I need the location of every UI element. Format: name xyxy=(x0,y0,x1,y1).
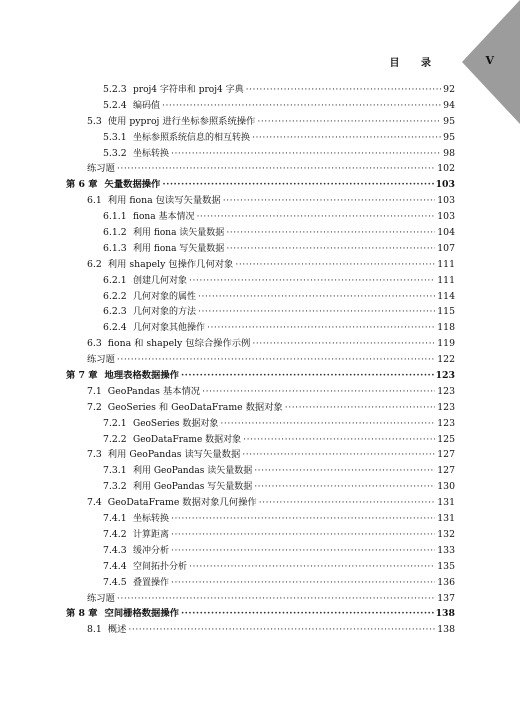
dot-leader xyxy=(196,209,435,225)
toc-entry-page: 103 xyxy=(437,211,455,223)
toc-entry-page: 133 xyxy=(437,544,455,556)
toc-entry-number: 7.2.2 xyxy=(103,433,127,445)
dot-leader xyxy=(246,82,442,98)
toc-entry[interactable] xyxy=(66,495,455,511)
toc-entry-page: 132 xyxy=(437,528,455,540)
toc-entry[interactable] xyxy=(66,511,455,527)
toc-entry[interactable] xyxy=(66,193,455,209)
toc-entry-title: 编码值 xyxy=(133,100,161,111)
dot-leader xyxy=(259,495,436,511)
toc-entry-title: 几何对象的属性 xyxy=(133,291,197,302)
dot-leader xyxy=(171,511,435,527)
toc-entry-number: 5.3.2 xyxy=(103,147,127,159)
toc-entry[interactable] xyxy=(66,161,455,177)
dot-leader xyxy=(117,591,435,607)
toc-entry-page: 111 xyxy=(437,274,455,286)
toc-entry[interactable] xyxy=(66,384,455,400)
toc-entry[interactable] xyxy=(66,304,455,320)
toc-entry-title: GeoSeries 数据对象 xyxy=(133,418,219,429)
toc-entry-title: 创建几何对象 xyxy=(133,275,188,286)
toc-entry-page: 135 xyxy=(437,560,455,572)
toc-entry-page: 95 xyxy=(443,115,455,127)
toc-entry-title: 缓冲分析 xyxy=(133,545,170,556)
toc-entry-page: 95 xyxy=(443,131,455,143)
toc-entry-title: GeoDataFrame 数据对象几何操作 xyxy=(107,497,257,509)
dot-leader xyxy=(171,146,441,162)
toc-entry[interactable] xyxy=(66,146,455,162)
toc-entry[interactable] xyxy=(66,289,455,305)
toc-entry-page: 136 xyxy=(437,576,455,588)
toc-entry-number: 5.2.4 xyxy=(103,99,127,111)
toc-entry-title: 坐标转换 xyxy=(133,148,170,159)
toc-entry-title: 叠置操作 xyxy=(133,577,170,588)
toc-entry-page: 137 xyxy=(437,592,455,604)
toc-entry[interactable] xyxy=(66,447,455,463)
toc-entry-title: 利用 GeoPandas 写矢量数据 xyxy=(133,482,253,493)
toc-entry-number: 7.4.4 xyxy=(103,560,127,572)
toc-entry[interactable] xyxy=(66,527,455,543)
toc-entry-title: 利用 fiona 写矢量数据 xyxy=(133,243,225,254)
toc-entry-number: 7.4.3 xyxy=(103,544,127,556)
toc-entry-number: 7.2 xyxy=(87,401,102,413)
toc-entry-number: 7.4.5 xyxy=(103,576,127,588)
toc-entry-number: 5.2.3 xyxy=(103,84,127,95)
toc-entry[interactable] xyxy=(66,368,455,384)
dot-leader xyxy=(181,368,434,384)
dot-leader xyxy=(226,241,435,257)
toc-entry-page: 130 xyxy=(437,481,455,493)
toc-entry[interactable] xyxy=(66,130,455,146)
toc-entry[interactable] xyxy=(66,432,455,448)
toc-entry-title: 矢量数据操作 xyxy=(104,179,161,191)
toc-entry-title: 利用 shapely 包操作几何对象 xyxy=(107,258,234,270)
dot-leader xyxy=(189,273,435,289)
toc-entry-page: 102 xyxy=(437,163,455,175)
toc-entry[interactable] xyxy=(66,416,455,432)
toc-entry-page: 94 xyxy=(443,99,455,111)
toc-entry-page: 104 xyxy=(437,227,455,239)
toc-entry-number: 第 6 章 xyxy=(66,179,98,191)
toc-entry-number: 6.2.3 xyxy=(103,306,127,318)
dot-leader xyxy=(220,416,435,432)
toc-entry-page: 138 xyxy=(437,624,455,636)
toc-entry-page: 131 xyxy=(437,497,455,509)
toc-entry-number: 5.3.1 xyxy=(103,131,127,143)
page-number: V xyxy=(485,54,494,67)
toc-entry-title: GeoDataFrame 数据对象 xyxy=(133,434,242,445)
toc-entry-page: 123 xyxy=(437,401,455,413)
dot-leader xyxy=(252,130,441,146)
toc-entry-number: 7.3.2 xyxy=(103,481,127,493)
toc-entry-page: 123 xyxy=(435,370,455,382)
dot-leader xyxy=(181,606,434,622)
dot-leader xyxy=(202,384,435,400)
toc-entry-number: 6.2 xyxy=(87,258,102,270)
toc-entry-title: GeoPandas 基本情况 xyxy=(107,385,201,397)
toc-entry-number: 第 8 章 xyxy=(66,608,98,620)
toc-entry[interactable] xyxy=(66,273,455,289)
toc-entry[interactable] xyxy=(66,559,455,575)
toc-entry-title: 坐标参照系统信息的相互转换 xyxy=(133,132,251,143)
dot-leader xyxy=(171,527,435,543)
toc-entry-title: proj4 字符串和 proj4 字典 xyxy=(133,85,244,95)
toc-entry-title: 计算距离 xyxy=(133,529,170,540)
toc-entry[interactable] xyxy=(66,479,455,495)
toc-entry-number: 6.2.4 xyxy=(103,322,127,334)
toc-entry-page: 103 xyxy=(435,179,455,191)
toc-entry[interactable] xyxy=(66,352,455,368)
toc-entry[interactable] xyxy=(66,257,455,273)
toc-entry-page: 114 xyxy=(437,290,455,302)
dot-leader xyxy=(171,575,435,591)
toc-entry-title: 练习题 xyxy=(87,354,115,366)
dot-leader xyxy=(243,432,435,448)
dot-leader xyxy=(254,463,435,479)
toc-entry-number: 8.1 xyxy=(87,624,102,636)
dot-leader xyxy=(254,479,435,495)
toc-entry[interactable] xyxy=(66,575,455,591)
toc-entry-title: 利用 fiona 包读写矢量数据 xyxy=(107,195,221,207)
dot-leader xyxy=(117,161,435,177)
toc-entry[interactable] xyxy=(66,463,455,479)
toc-entry-page: 127 xyxy=(437,465,455,477)
toc-entry-title: 地理表格数据操作 xyxy=(104,370,179,382)
toc-entry-page: 138 xyxy=(435,608,455,620)
toc-entry[interactable] xyxy=(66,82,455,98)
toc-entry[interactable] xyxy=(66,209,455,225)
toc-entry-title: 坐标转换 xyxy=(133,514,170,525)
toc-entry-page: 122 xyxy=(437,354,455,366)
toc-entry-page: 103 xyxy=(437,195,455,207)
toc-entry-number: 6.1.2 xyxy=(103,227,127,239)
toc-entry[interactable] xyxy=(66,241,455,257)
toc-entry-title: 几何对象的方法 xyxy=(133,307,197,318)
toc-entry-page: 127 xyxy=(437,449,455,461)
toc-entry[interactable] xyxy=(66,606,455,622)
dot-leader xyxy=(117,352,435,368)
toc-entry-page: 123 xyxy=(437,385,455,397)
toc-entry-number: 7.3.1 xyxy=(103,465,127,477)
dot-leader xyxy=(128,622,435,638)
toc-entry-number: 7.4.1 xyxy=(103,513,127,525)
dot-leader xyxy=(235,257,435,273)
toc-entry-title: 利用 GeoPandas 读矢量数据 xyxy=(133,466,253,477)
toc-entry-page: 111 xyxy=(437,258,455,270)
toc-entry-page: 107 xyxy=(437,242,455,254)
dot-leader xyxy=(207,320,435,336)
dot-leader xyxy=(162,98,441,114)
dot-leader xyxy=(198,304,435,320)
toc-entry-page: 115 xyxy=(437,306,455,318)
toc-entry-title: 几何对象其他操作 xyxy=(133,323,206,334)
toc-entry-number: 7.3 xyxy=(87,449,102,461)
dot-leader xyxy=(252,336,435,352)
toc-entry-page: 131 xyxy=(437,513,455,525)
toc-entry-title: 概述 xyxy=(107,624,127,636)
toc-entry-title: 利用 GeoPandas 读写矢量数据 xyxy=(107,449,241,461)
toc-entry-title: fiona 基本情况 xyxy=(133,212,195,223)
toc-entry[interactable] xyxy=(66,114,455,130)
dot-leader xyxy=(162,177,433,193)
toc-entry-number: 6.1.3 xyxy=(103,242,127,254)
dot-leader xyxy=(285,400,435,416)
dot-leader xyxy=(189,559,435,575)
toc-entry-number: 7.4.2 xyxy=(103,528,127,540)
toc-entry[interactable] xyxy=(66,543,455,559)
dot-leader xyxy=(223,193,436,209)
toc-entry-page: 125 xyxy=(437,433,455,445)
toc-entry[interactable] xyxy=(66,320,455,336)
toc-entry-title: 练习题 xyxy=(87,592,115,604)
toc-entry[interactable] xyxy=(66,622,455,638)
toc-entry-number: 6.3 xyxy=(87,338,102,350)
toc-entry-title: 使用 pyproj 进行坐标参照系统操作 xyxy=(107,115,256,127)
toc-entry[interactable] xyxy=(66,336,455,352)
toc-entry-number: 7.4 xyxy=(87,497,102,509)
toc-entry-page: 123 xyxy=(437,417,455,429)
toc-entry-page: 98 xyxy=(443,147,455,159)
toc-entry-title: 利用 fiona 读矢量数据 xyxy=(133,228,225,239)
toc-entry-page: 92 xyxy=(443,84,455,95)
toc-entry-number: 5.3 xyxy=(87,115,102,127)
toc-entry-page: 118 xyxy=(437,322,455,334)
dot-leader xyxy=(171,543,435,559)
toc-entry-number: 7.2.1 xyxy=(103,417,127,429)
dot-leader xyxy=(198,289,435,305)
dot-leader xyxy=(226,225,435,241)
toc-entry-number: 6.2.2 xyxy=(103,290,127,302)
toc-entry-title: GeoSeries 和 GeoDataFrame 数据对象 xyxy=(107,401,283,413)
toc-entry-number: 6.1 xyxy=(87,195,102,207)
toc-entry[interactable] xyxy=(66,177,455,193)
dot-leader xyxy=(257,114,441,130)
toc-entry-title: 练习题 xyxy=(87,163,115,175)
toc-entry-number: 7.1 xyxy=(87,385,102,397)
toc-entry-title: 空间拓扑分析 xyxy=(133,561,188,572)
page-header-title: 目 录 xyxy=(389,58,440,69)
toc-entry[interactable] xyxy=(66,591,455,607)
toc-entry-number: 6.2.1 xyxy=(103,274,127,286)
toc-entry-title: 空间栅格数据操作 xyxy=(104,608,179,620)
toc-entry-title: fiona 和 shapely 包综合操作示例 xyxy=(107,338,251,350)
toc-entry[interactable] xyxy=(66,225,455,241)
table-of-contents xyxy=(66,82,455,638)
toc-entry-number: 6.1.1 xyxy=(103,211,127,223)
toc-entry-page: 119 xyxy=(437,338,455,350)
toc-entry-number: 第 7 章 xyxy=(66,370,98,382)
toc-entry[interactable] xyxy=(66,98,455,114)
dot-leader xyxy=(242,447,435,463)
toc-entry[interactable] xyxy=(66,400,455,416)
